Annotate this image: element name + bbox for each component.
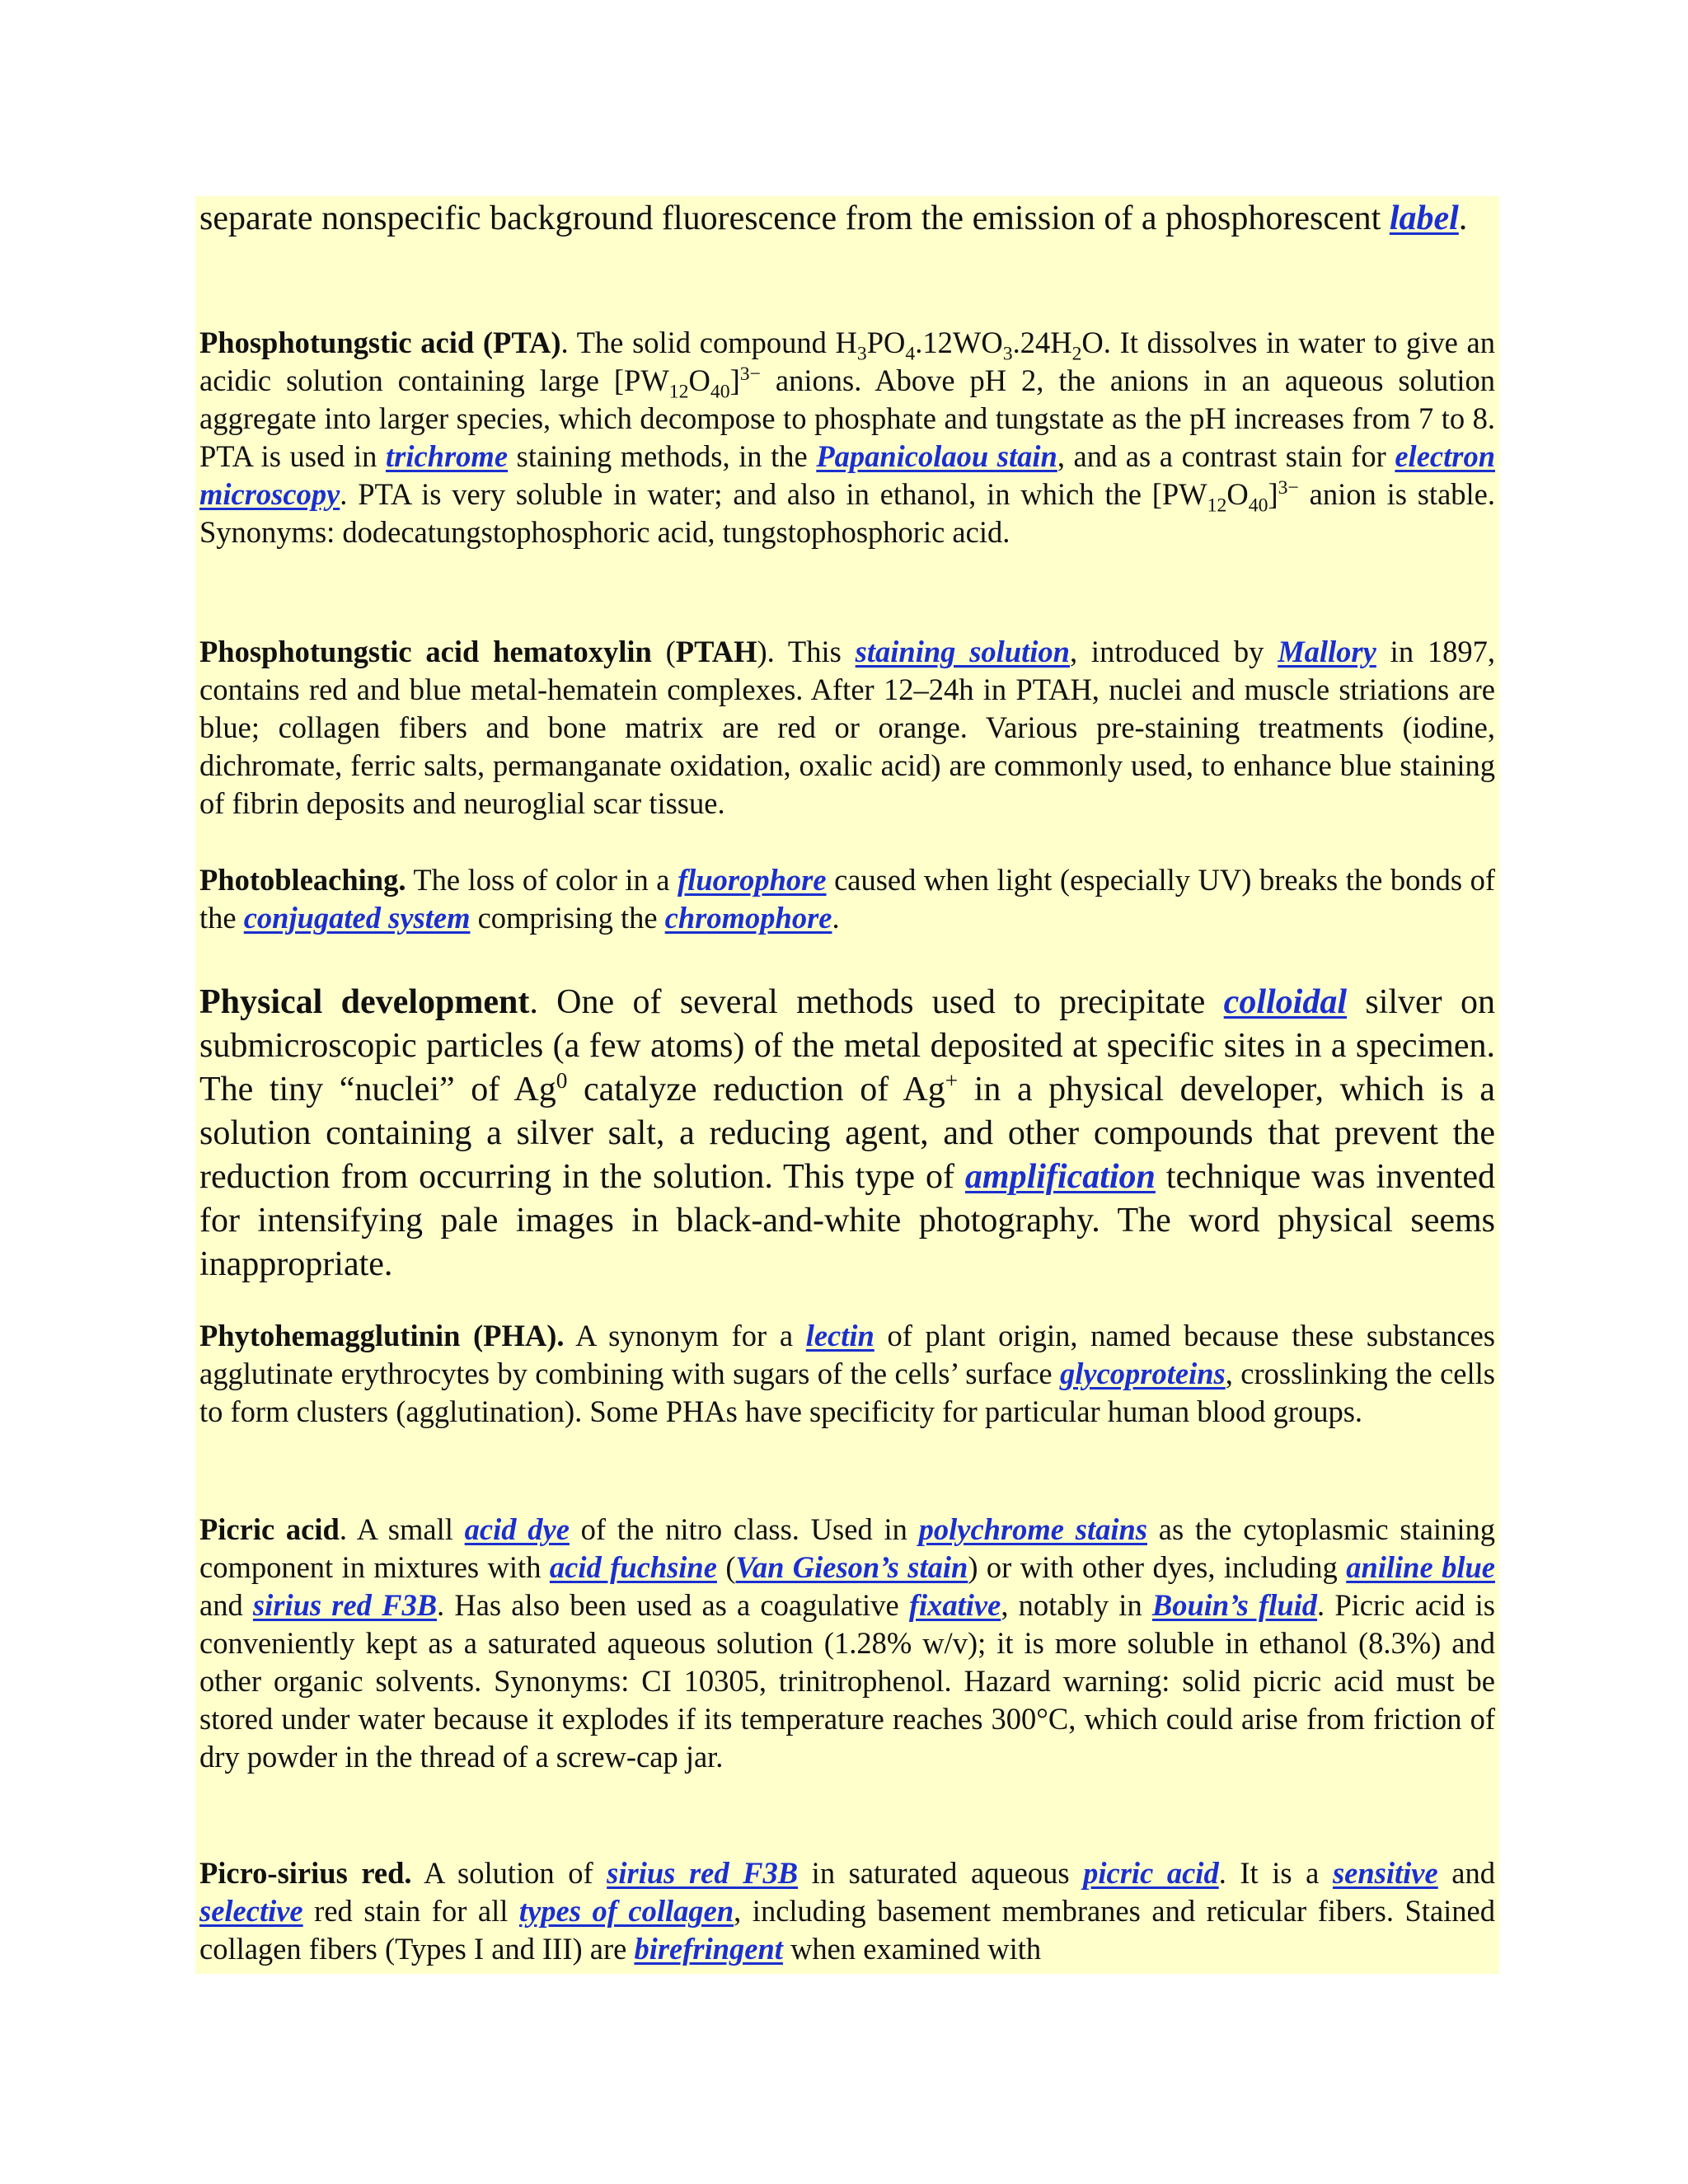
link-acid-dye[interactable]: acid dye bbox=[464, 1512, 570, 1546]
entry-intro: separate nonspecific background fluorescence from the emission of a phosphorescent label. bbox=[199, 199, 1468, 237]
link-bouins-fluid[interactable]: Bouin’s fluid bbox=[1151, 1588, 1318, 1622]
term-heading: Photobleaching. bbox=[199, 863, 406, 897]
link-amplification[interactable]: amplification bbox=[964, 1158, 1156, 1196]
link-conjugated-system[interactable]: conjugated system bbox=[243, 901, 471, 935]
link-types-of-collagen[interactable]: types of collagen bbox=[518, 1894, 734, 1928]
term-heading: Picro-sirius red. bbox=[199, 1856, 412, 1890]
link-chromophore[interactable]: chromophore bbox=[664, 901, 832, 935]
term-heading: Phosphotungstic acid (PTA) bbox=[199, 326, 561, 359]
term-heading: Phytohemagglutinin (PHA). bbox=[199, 1319, 565, 1352]
term-heading: Physical development bbox=[199, 983, 530, 1021]
link-picric-acid[interactable]: picric acid bbox=[1083, 1856, 1219, 1890]
link-birefringent[interactable]: birefringent bbox=[634, 1932, 783, 1966]
entry-physical-development: Physical development. One of several methods used to precipitate colloidal silver on submicroscopic particles (a few atoms) of the metal deposited at specific sites in a specimen. The tiny “nuclei” of Ag$^0$ catalyze reduction of Ag+ in a physical developer, which is a solution containing a silver salt, a reducing agent, and other compounds that prevent the reduction from occurring in the solution. This type of amplification technique was invented for intensifying pale images in black-and-white photography. The word physical seems inappropriate. bbox=[199, 983, 1496, 1283]
entry-phosphotungstic-acid: Phosphotungstic acid (PTA). The solid compound $H_3PO_4.12WO_3.24H_2O$. It dissolves in water to give an acidic solution containing large $[PW_{12}O_{40}]^{3-}$ anions. Above pH 2, the anions in an aqueous solution aggregate into larger species, which decompose to phosphate and tungstate as the pH increases from 7 to 8. PTA is used in trichrome staining methods, in the Papanicolaou stain, and as a contrast stain for electron microscopy. PTA is very soluble in water; and also in ethanol, in which the $[PW_{12}O_{40}]^{3-}$ anion is stable. Synonyms: dodecatungstophosphoric acid, tungstophosphoric acid. bbox=[199, 326, 1495, 549]
link-van-giesons-stain[interactable]: Van Gieson’s stain bbox=[735, 1550, 968, 1584]
link-label[interactable]: label bbox=[1389, 199, 1459, 237]
link-glycoproteins[interactable]: glycoproteins bbox=[1060, 1357, 1226, 1390]
entry-picric-acid: Picric acid. A small acid dye of the nitro class. Used in polychrome stains as the cytoplasmic staining component in mixtures with acid fuchsine (Van Gieson’s stain) or with other dyes, including aniline blue and sirius red F3B. Has also been used as a coagulative fixative, notably in Bouin’s fluid. Picric acid is conveniently kept as a saturated aqueous solution (1.28% w/v); it is more soluble in ethanol (8.3%) and other organic solvents. Synonyms: CI 10305, trinitrophenol. Hazard warning: solid picric acid must be stored under water because it explodes if its temperature reaches 300°C, which could arise from friction of dry powder in the thread of a screw-cap jar. bbox=[199, 1512, 1495, 1774]
link-sensitive[interactable]: sensitive bbox=[1332, 1856, 1438, 1890]
link-fixative[interactable]: fixative bbox=[908, 1588, 1001, 1622]
term-heading: Picric acid bbox=[199, 1512, 340, 1546]
link-acid-fuchsine[interactable]: acid fuchsine bbox=[549, 1550, 717, 1584]
link-colloidal[interactable]: colloidal bbox=[1223, 983, 1347, 1021]
entry-phytohemagglutinin: Phytohemagglutinin (PHA). A synonym for a lectin of plant origin, named because these substances agglutinate erythrocytes by combining with sugars of the cells’ surface glycoproteins, crosslinking the cells to form clusters (agglutination). Some PHAs have specificity for particular human blood groups. bbox=[199, 1319, 1495, 1428]
link-fluorophore[interactable]: fluorophore bbox=[678, 863, 827, 897]
term-abbrev: PTAH bbox=[675, 635, 757, 668]
entry-picro-sirius-red: Picro-sirius red. A solution of sirius red F3B in saturated aqueous picric acid. It is a sensitive and selective red stain for all types of collagen, including basement membranes and reticular fibers. Stained collagen fibers (Types I and III) are birefringent when examined with bbox=[199, 1856, 1495, 1966]
link-sirius-red-f3b[interactable]: sirius red F3B bbox=[252, 1588, 438, 1622]
term-heading: Phosphotungstic acid hematoxylin bbox=[199, 635, 652, 668]
link-aniline-blue[interactable]: aniline blue bbox=[1346, 1550, 1495, 1584]
link-papanicolaou-stain[interactable]: Papanicolaou stain bbox=[816, 439, 1057, 473]
entry-ptah: Phosphotungstic acid hematoxylin (PTAH). This staining solution, introduced by Mallory in 1897, contains red and blue metal-hematein complexes. After 12–24h in PTAH, nuclei and muscle striations are blue; collagen fibers and bone matrix are red or orange. Various pre-staining treatments (iodine, dichromate, ferric salts, permanganate oxidation, oxalic acid) are commonly used, to enhance blue staining of fibrin deposits and neuroglial scar tissue. bbox=[199, 635, 1496, 820]
link-selective[interactable]: selective bbox=[199, 1894, 303, 1928]
link-lectin[interactable]: lectin bbox=[805, 1319, 874, 1352]
link-sirius-red-f3b[interactable]: sirius red F3B bbox=[607, 1856, 799, 1890]
link-mallory[interactable]: Mallory bbox=[1278, 635, 1376, 668]
link-staining-solution[interactable]: staining solution bbox=[855, 635, 1070, 668]
entry-photobleaching: Photobleaching. The loss of color in a fluorophore caused when light (especially UV) breaks the bonds of the conjugated system comprising the chromophore. bbox=[199, 863, 1495, 935]
link-electron-microscopy[interactable]: electron microscopy bbox=[199, 439, 1495, 511]
link-trichrome[interactable]: trichrome bbox=[385, 439, 509, 473]
link-polychrome-stains[interactable]: polychrome stains bbox=[918, 1512, 1147, 1546]
